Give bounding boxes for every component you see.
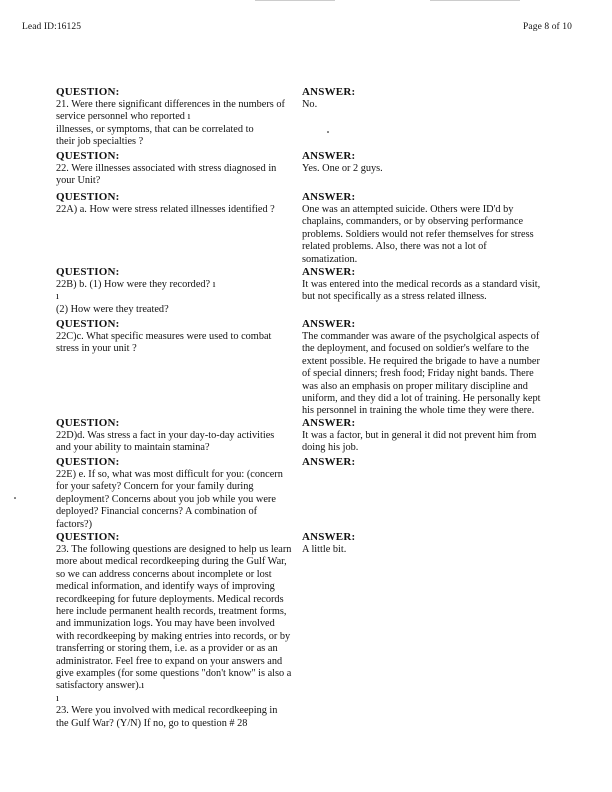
lead-id: Lead ID:16125	[22, 22, 82, 32]
question-label: QUESTION:	[56, 456, 120, 468]
question-text: 22B) b. (1) How were they recorded? ı ı (2) How were they treated?	[56, 279, 216, 315]
question-label: QUESTION:	[56, 417, 120, 429]
page-number: Page 8 of 10	[523, 22, 572, 32]
answer-text: A little bit.	[302, 544, 347, 555]
question-label: QUESTION:	[56, 191, 120, 203]
question-text: 22E) e. If so, what was most difficult for you: (concern for your safety? Concern for your family during deployment? Concerns about you job while you were deployed? Financial concerns? A combination of factors?)	[56, 469, 283, 530]
answer-text: The commander was aware of the psycholgical aspects of the deployment, and focused on soldier's welfare to the extent possible. He required the brigade to have a number of special dinners; fresh food; Friday night bands. There was also an emphasis on proper military discipline and uniform, and they did a lot of training. He personally kept his personnel in training the whole time they were there.	[302, 331, 541, 417]
question-text: 21. Were there significant differences in the numbers of service personnel who reported ı illnesses, or symptoms, that can be correlated to their job specialties ?	[56, 99, 285, 148]
answer-text: One was an attempted suicide. Others were ID'd by chaplains, commanders, or by observing performance problems. Soldiers would not refer themselves for stress related problems. Also, there was not a lot of somatization.	[302, 204, 534, 265]
scan-speck	[327, 131, 329, 133]
scan-artifact-line	[255, 0, 335, 1]
question-text: 22C)c. What specific measures were used to combat stress in your unit ?	[56, 331, 272, 355]
question-text: 23. The following questions are designed to help us learn more about medical recordkeeping during the Gulf War, so we can address concerns about incomplete or lost medical information, and identify ways of improving recordkeeping for future deployments. Medical records here include permanent health records, treatment forms, and immunization logs. You may have been involved with recordkeeping by making entries into records, or by transferring or storing them, i.e. as a provider or as an administrator. Feel free to expand on your answers and give examples (for some questions "don't know" is also a satisfactory answer).ı ı 23. Were you involved with medical recordkeeping in the Gulf War? (Y/N) If no, go to question # 28	[56, 544, 292, 729]
answer-text: No.	[302, 99, 318, 110]
question-label: QUESTION:	[56, 266, 120, 278]
answer-text: Yes. One or 2 guys.	[302, 163, 383, 174]
question-label: QUESTION:	[56, 531, 120, 543]
answer-label: ANSWER:	[302, 417, 356, 429]
question-text: 22D)d. Was stress a fact in your day-to-day activities and your ability to maintain stamina?	[56, 430, 275, 454]
answer-label: ANSWER:	[302, 531, 356, 543]
question-label: QUESTION:	[56, 86, 120, 98]
answer-label: ANSWER:	[302, 456, 356, 468]
answer-label: ANSWER:	[302, 318, 356, 330]
answer-text: It was a factor, but in general it did not prevent him from doing his job.	[302, 430, 537, 454]
answer-label: ANSWER:	[302, 150, 356, 162]
question-text: 22A) a. How were stress related illnesses identified ?	[56, 204, 275, 215]
answer-label: ANSWER:	[302, 266, 356, 278]
answer-label: ANSWER:	[302, 191, 356, 203]
question-label: QUESTION:	[56, 318, 120, 330]
question-label: QUESTION:	[56, 150, 120, 162]
scan-speck	[14, 497, 16, 499]
scan-artifact-line	[430, 0, 520, 1]
question-text: 22. Were illnesses associated with stress diagnosed in your Unit?	[56, 163, 277, 187]
answer-text: It was entered into the medical records as a standard visit, but not specifically as a stress related illness.	[302, 279, 541, 303]
answer-label: ANSWER:	[302, 86, 356, 98]
